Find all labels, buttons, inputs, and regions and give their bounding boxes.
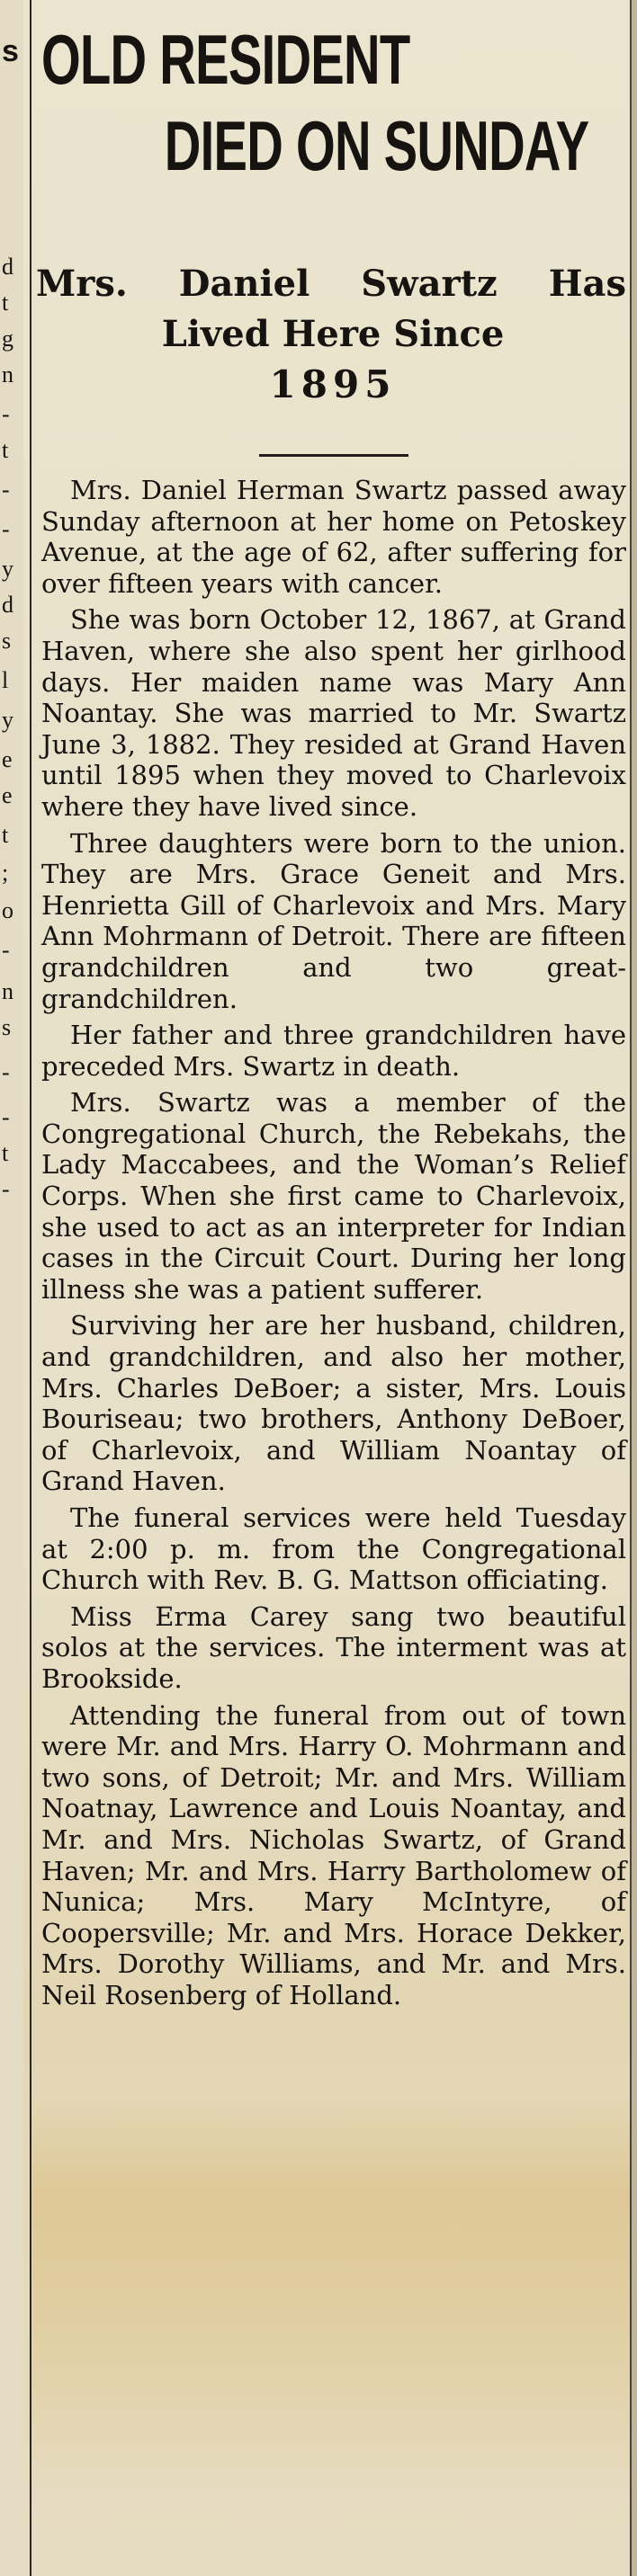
fragment-letter: y: [2, 707, 13, 733]
subheading-word: Mrs.: [36, 263, 128, 305]
subheading: [36, 259, 630, 410]
article-paragraph: She was born October 12, 1867, at Grand Haven, where she also spent her girlhood days. Her maiden name was Mary Ann Noantay. She was married to Mr. Swartz June 3, 1882. They resided at Grand Haven until 1895 when they moved to Charlevoix where they have lived since.: [41, 604, 626, 822]
subheading-word: Has: [548, 263, 626, 305]
subheading-line-2: Lived Here Since: [161, 313, 505, 355]
fragment-letter: -: [2, 1176, 10, 1202]
fragment-letter: d: [2, 254, 13, 280]
fragment-letter: o: [2, 897, 13, 923]
fragment-letter: e: [2, 782, 13, 808]
fragment-letter: -: [2, 477, 10, 503]
fragment-letter: ;: [2, 860, 9, 886]
fragment-letter: s: [2, 628, 12, 654]
subheading-year: 1895: [269, 362, 397, 406]
fragment-letter: s: [2, 34, 19, 68]
fragment-letter: s: [2, 1014, 12, 1040]
fragment-letter: t: [2, 437, 9, 463]
article-paragraph: Surviving her are her husband, children, and grandchildren, and also her mother, Mrs. Charles DeBoer; a sister, Mrs. Louis Bouriseau; two brothers, Anthony DeBoer, of Charlevoix, and William Noantay of Grand Haven.: [41, 1310, 626, 1497]
article-paragraph: Her father and three grandchildren have preceded Mrs. Swartz in death.: [41, 1020, 626, 1082]
fragment-letter: n: [2, 978, 13, 1004]
article-paragraph: Three daughters were born to the union. They are Mrs. Grace Geneit and Mrs. Henrietta Gill of Charlevoix and Mrs. Mary Ann Mohrmann of Detroit. There are fifteen grandchildren and two great-grandchildren.: [41, 827, 626, 1014]
fragment-letter: g: [2, 325, 13, 352]
article-body: [41, 475, 626, 2011]
subheading-word: Daniel: [178, 263, 310, 305]
fragment-letter: -: [2, 1104, 10, 1130]
fragment-letter: t: [2, 822, 9, 848]
fragment-letter: t: [2, 290, 9, 316]
fragment-letter: -: [2, 1059, 10, 1085]
fragment-letter: n: [2, 361, 13, 388]
fragment-letter: t: [2, 1140, 9, 1166]
headline-line-2: DIED ON SUNDAY: [164, 106, 589, 185]
article-paragraph: Mrs. Swartz was a member of the Congregational Church, the Rebekahs, the Lady Maccabees, and the Woman’s Relief Corps. When she first came to Charlevoix, she used to act as an interpreter for Indian cases in the Circuit Court. During her long illness she was a patient sufferer.: [41, 1087, 626, 1305]
subheading-word: Swartz: [361, 263, 498, 305]
headline-line-1: OLD RESIDENT: [41, 20, 410, 99]
article-paragraph: Attending the funeral from out of town were Mr. and Mrs. Harry O. Mohrmann and two sons, of Detroit; Mr. and Mrs. William Noatnay, Lawrence and Louis Noantay, and Mr. and Mrs. Nicholas Swartz, of Grand Haven; Mr. and Mrs. Harry Bartholomew of Nunica; Mrs. Mary McIntyre, of Coopersville; Mr. and Mrs. Horace Dekker, Mrs. Dorothy Williams, and Mr. and Mrs. Neil Rosenberg of Holland.: [41, 1699, 626, 2010]
fragment-letter: y: [2, 556, 13, 582]
article-paragraph: The funeral services were held Tuesday at 2:00 p. m. from the Congregational Church with Rev. B. G. Mattson officiating.: [41, 1502, 626, 1596]
headline: [41, 16, 589, 189]
article-paragraph: Miss Erma Carey sang two beautiful solos at the services. The interment was at Brookside.: [41, 1600, 626, 1694]
paper-stain: [32, 2095, 630, 2491]
fragment-letter: -: [2, 516, 10, 542]
fragment-letter: e: [2, 746, 13, 772]
divider-rule: [259, 454, 408, 457]
adjacent-column-fragment: [0, 0, 23, 2576]
fragment-letter: d: [2, 592, 13, 618]
fragment-letter: -: [2, 937, 10, 963]
fragment-letter: l: [2, 667, 9, 693]
subheading-line-1: [36, 259, 630, 309]
column-rule: [30, 0, 31, 2576]
article-paragraph: Mrs. Daniel Herman Swartz passed away Sunday afternoon at her home on Petoskey Avenue, at the age of 62, after suffering for over fifteen years with cancer.: [41, 475, 626, 599]
page-edge: [632, 0, 637, 2576]
fragment-letter: -: [2, 401, 10, 427]
